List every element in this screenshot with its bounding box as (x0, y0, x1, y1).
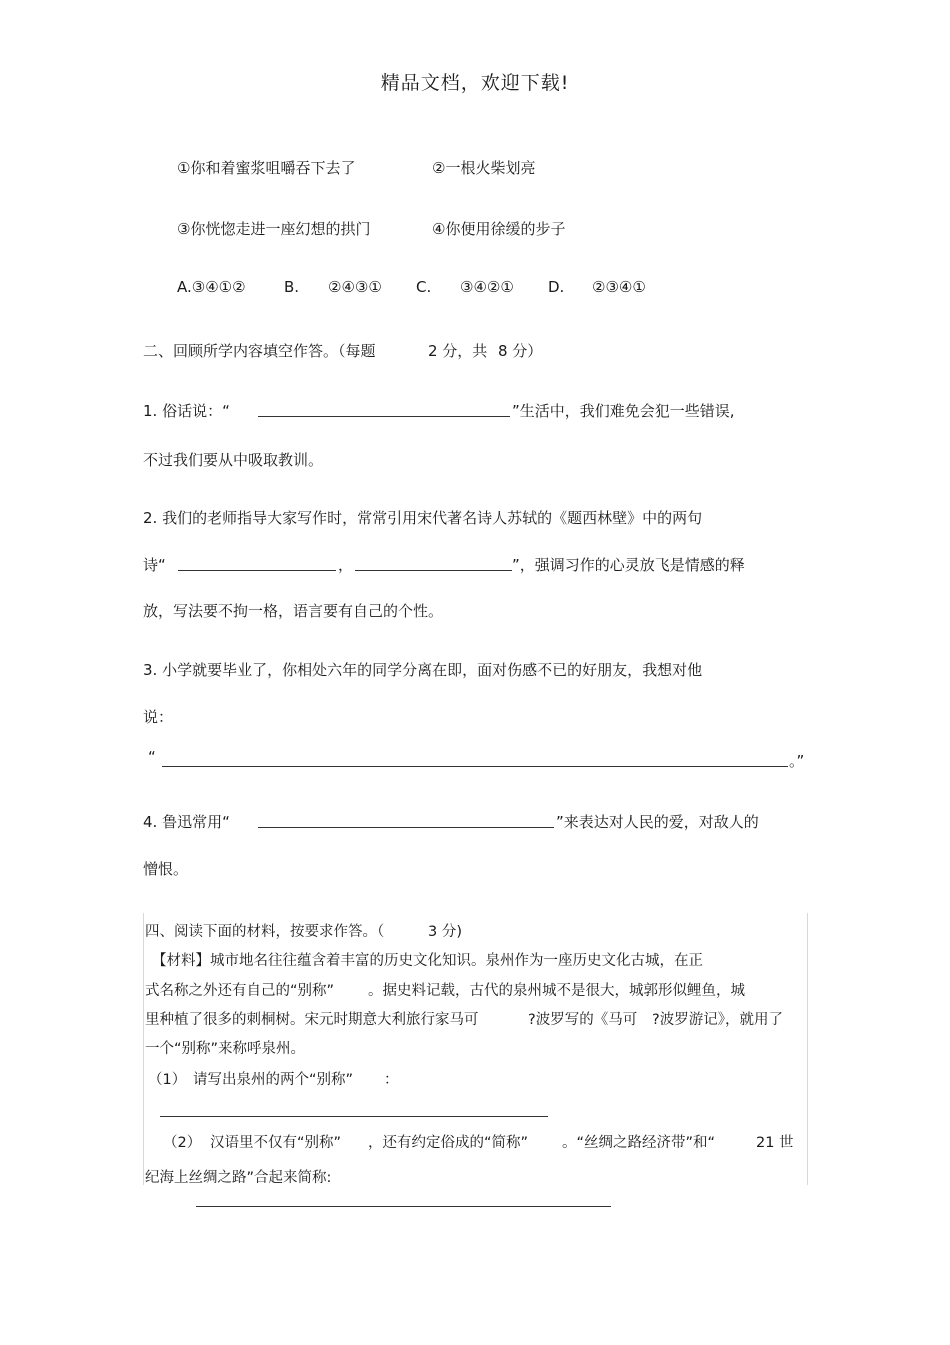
q3-answer-blank[interactable] (162, 766, 788, 767)
q3-line1: 3. 小学就要毕业了，你相处六年的同学分离在即，面对伤感不已的好朋友，我想对他 (143, 661, 703, 679)
s4-q2-text-3: 。“丝绸之路经济带”和“ (562, 1135, 716, 1151)
choice-c-label: C. (416, 278, 432, 296)
q4-answer-blank[interactable] (258, 827, 554, 828)
option-item-4: ④你便用徐缓的步子 (432, 220, 566, 238)
material-line-3a: 里种植了很多的刺桐树。宋元时期意大利旅行家马可 (145, 1012, 479, 1028)
q2-answer-blank-2[interactable] (355, 570, 512, 571)
option-item-1: ①你和着蜜浆咀嚼吞下去了 (177, 159, 356, 177)
q2-answer-blank-1[interactable] (178, 570, 336, 571)
s4-q2-line2: 纪海上丝绸之路”合起来简称: (145, 1170, 332, 1186)
material-line-3c: ?波罗游记》，就用了 (652, 1012, 783, 1028)
section2-heading-points: 2 分，共 (428, 342, 488, 360)
choice-b-label: B. (284, 278, 300, 296)
q2-suffix: ”，强调习作的心灵放飞是情感的释 (512, 556, 745, 574)
s4-q1-number: （1） (148, 1072, 187, 1088)
material-line-1: 【材料】城市地名往往蕴含着丰富的历史文化知识。泉州作为一座历史文化古城，在正 (152, 953, 703, 969)
option-item-2: ②一根火柴划亮 (432, 159, 536, 177)
s4-q2-text: 汉语里不仅有“别称” (210, 1135, 342, 1151)
s4-q2-number: （2） (163, 1135, 202, 1151)
material-line-3b: ?波罗写的《马可 (528, 1012, 638, 1028)
s4-q2-text-4: 21 世 (756, 1135, 794, 1151)
material-line-2b: 。据史料记载，古代的泉州城不是很大，城郭形似鲤鱼，城 (368, 983, 745, 999)
s4-q1-answer-blank[interactable] (160, 1116, 548, 1117)
s4-q2-answer-blank[interactable] (196, 1206, 611, 1207)
q1-answer-blank[interactable] (258, 416, 510, 417)
material-line-4: 一个“别称”来称呼泉州。 (145, 1041, 306, 1057)
choice-c: ③④②① (460, 278, 514, 296)
q2-comma: ， (338, 556, 354, 574)
q4-line2: 憎恨。 (143, 860, 189, 878)
choice-d-label: D. (548, 278, 565, 296)
q2-line1: 2. 我们的老师指导大家写作时，常常引用宋代著名诗人苏轼的《题西林壁》中的两句 (143, 509, 703, 527)
choice-b: ②④③① (328, 278, 382, 296)
q3-open-quote: “ (148, 748, 156, 766)
s4-q2-text-2: ，还有约定俗成的“简称” (368, 1135, 529, 1151)
choice-d: ②③④① (592, 278, 646, 296)
q2-line3: 放，写法要不拘一格，语言要有自己的个性。 (143, 602, 444, 620)
q4-prefix: 4. 鲁迅常用“ (143, 813, 230, 831)
option-item-3: ③你恍惚走进一座幻想的拱门 (177, 220, 371, 238)
section4-heading: 四、阅读下面的材料，按要求作答。（ (145, 924, 385, 940)
q2-prefix: 诗“ (143, 556, 166, 574)
q4-suffix: ”来表达对人民的爱，对敌人的 (556, 813, 759, 831)
q3-line2: 说： (143, 708, 174, 726)
choice-a: A.③④①② (177, 278, 246, 296)
page-title: 精品文档，欢迎下载! (380, 72, 570, 94)
section2-heading: 二、回顾所学内容填空作答。（每题 (143, 342, 376, 360)
s4-q1-colon: ： (384, 1072, 399, 1088)
s4-q1-text: 请写出泉州的两个“别称” (193, 1072, 354, 1088)
q1-line2: 不过我们要从中吸取教训。 (143, 451, 324, 469)
q1-suffix: ”生活中，我们难免会犯一些错误, (512, 402, 735, 420)
material-line-2a: 式名称之外还有自己的“别称” (145, 983, 335, 999)
section4-heading-points: 3 分) (428, 924, 462, 940)
q3-close-quote: 。” (789, 752, 805, 770)
section2-heading-total: 8 分） (498, 342, 543, 360)
q1-prefix: 1. 俗话说：“ (143, 402, 230, 420)
